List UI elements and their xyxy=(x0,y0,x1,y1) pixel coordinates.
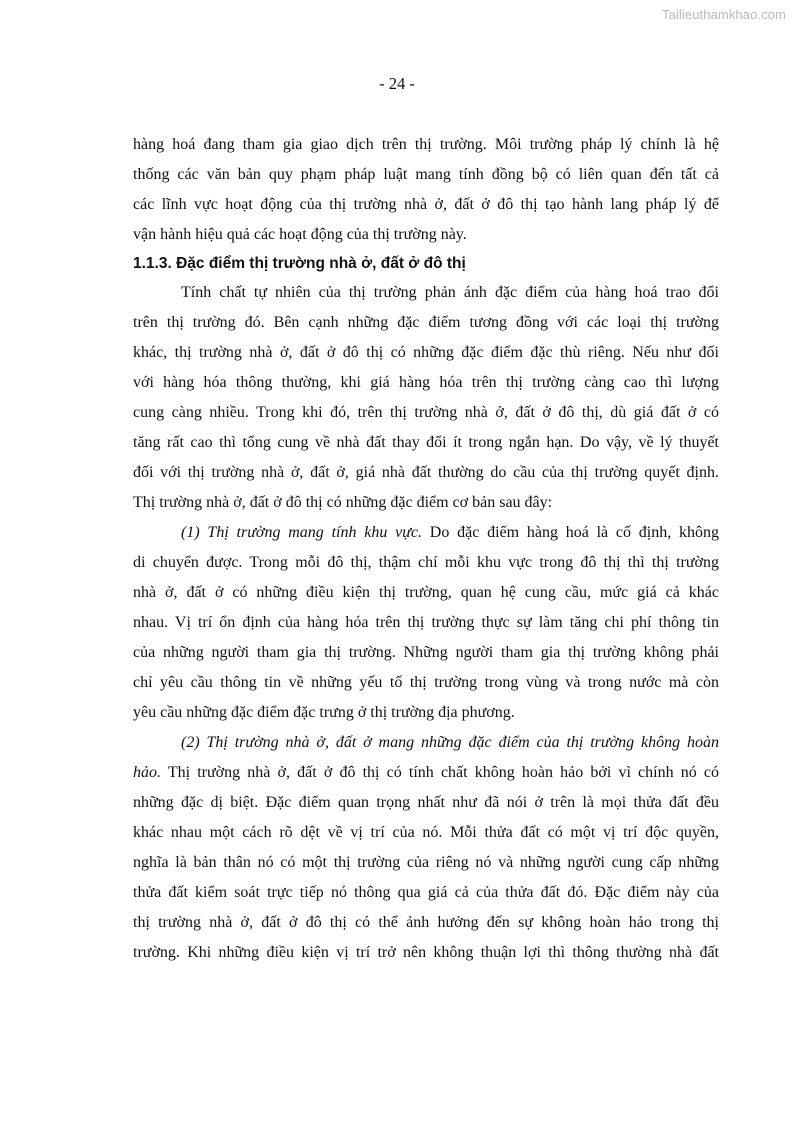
paragraph-line: nhau. Vị trí ổn định của hàng hóa trên thị trường thực sự làm tăng chi phí thông tin xyxy=(133,614,719,631)
paragraph-line: di chuyển được. Trong mỗi đô thị, thậm chí mỗi khu vực trong đô thị thì thị trường xyxy=(133,554,719,571)
italic-lead: hảo. xyxy=(133,764,161,781)
paragraph-line: nghĩa là bản thân nó có một thị trường của riêng nó và những người cung cấp những xyxy=(133,854,719,871)
paragraph-line: hàng hoá đang tham gia giao dịch trên thị trường. Môi trường pháp lý chính là hệ xyxy=(133,136,719,153)
paragraph-line: vận hành hiệu quả các hoạt động của thị trường này. xyxy=(133,226,467,243)
page-number: - 24 - xyxy=(379,74,415,93)
paragraph-line: nhà ở, đất ở có những điều kiện thị trường, quan hệ cung cầu, mức giá cả khác xyxy=(133,584,719,601)
paragraph-line: Thị trường nhà ở, đất ở đô thị có những đặc điểm cơ bản sau đây: xyxy=(133,494,553,511)
paragraph-line: của những người tham gia thị trường. Những người tham gia thị trường không phải xyxy=(133,644,719,661)
paragraph-line: khác nhau một cách rõ dệt về vị trí của nó. Mỗi thửa đất có một vị trí độc quyền, xyxy=(133,824,719,841)
paragraph-line: trường. Khi những điều kiện vị trí trở nên không thuận lợi thì thông thường nhà đất xyxy=(133,944,719,961)
paragraph-line: với hàng hóa thông thường, khi giá hàng hóa trên thị trường càng cao thì lượng xyxy=(133,374,719,391)
document-body xyxy=(133,130,719,968)
lead-rest: Do đặc điểm hàng hoá là cố định, không xyxy=(422,524,719,541)
paragraph-line: những đặc dị biệt. Đặc điểm quan trọng nhất như đã nói ở trên là mọi thửa đất đều xyxy=(133,794,719,811)
watermark-text: Tailieuthamkhao.com xyxy=(661,7,786,22)
paragraph-line: yêu cầu những đặc điểm đặc trưng ở thị trường địa phương. xyxy=(133,704,515,721)
paragraph-line: các lĩnh vực hoạt động của thị trường nhà ở, đất ở đô thị tạo hành lang pháp lý để xyxy=(133,196,719,213)
paragraph-line: thửa đất kiểm soát trực tiếp nó thông qua giá cả của thửa đất đó. Đặc điểm này của xyxy=(133,884,719,901)
paragraph-line: cung càng nhiều. Trong khi đó, trên thị trường nhà ở, đất ở đô thị, dù giá đất ở có xyxy=(133,404,719,421)
paragraph-line xyxy=(133,758,719,788)
lead-rest: Thị trường nhà ở, đất ở đô thị có tính chất không hoàn hảo bởi vì chính nó có xyxy=(161,764,719,781)
paragraph-line xyxy=(133,518,719,548)
paragraph-line: thị trường nhà ở, đất ở đô thị có thể ảnh hưởng đến sự không hoàn hảo trong thị xyxy=(133,914,719,931)
paragraph-line: khác, thị trường nhà ở, đất ở đô thị có những đặc điểm đặc thù riêng. Nếu như đối xyxy=(133,344,719,361)
section-heading: 1.1.3. Đặc điểm thị trường nhà ở, đất ở đô thị xyxy=(133,255,466,272)
paragraph-line: Tính chất tự nhiên của thị trường phản ánh đặc điểm của hàng hoá trao đổi xyxy=(181,284,719,301)
paragraph-line: đối với thị trường nhà ở, đất ở, giá nhà đất thường do cầu của thị trường quyết định. xyxy=(133,464,719,481)
paragraph-line: (2) Thị trường nhà ở, đất ở mang những đặc điểm của thị trường không hoàn xyxy=(181,734,719,751)
paragraph-line: thống các văn bản quy phạm pháp luật mang tính đồng bộ có liên quan đến tất cả xyxy=(133,166,719,183)
paragraph-line: tăng rất cao thì tổng cung về nhà đất thay đổi ít trong ngắn hạn. Do vậy, về lý thuyết xyxy=(133,434,719,451)
italic-lead: (1) Thị trường mang tính khu vực. xyxy=(181,524,423,541)
paragraph-line: trên thị trường đó. Bên cạnh những đặc điểm tương đồng với các loại thị trường xyxy=(133,314,719,331)
paragraph-line: chỉ yêu cầu thông tin về những yếu tố thị trường trong vùng và trong nước mà còn xyxy=(133,674,719,691)
